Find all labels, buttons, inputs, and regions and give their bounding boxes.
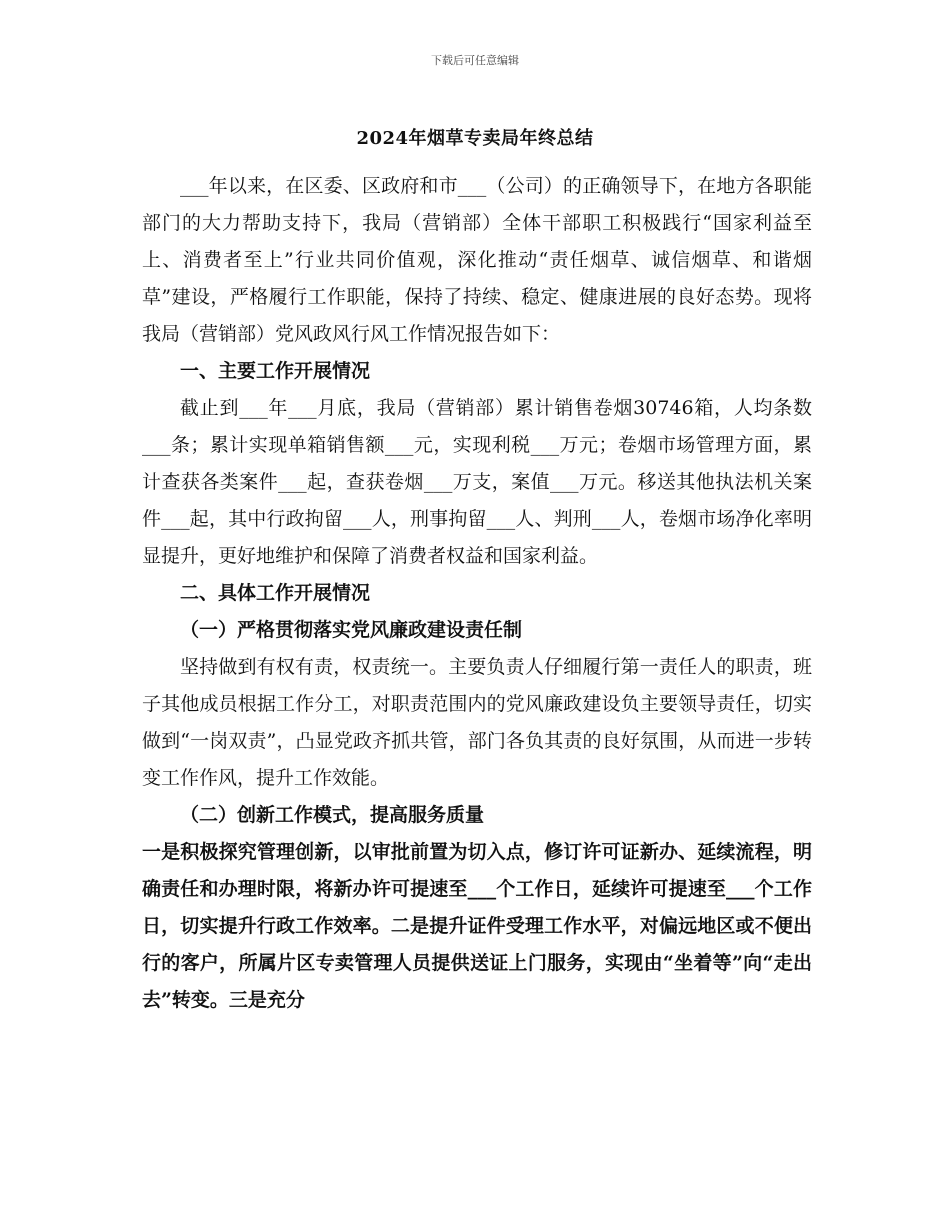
subsection2-paragraph: 一是积极探究管理创新，以审批前置为切入点，修订许可证新办、延续流程，明确责任和办理时限，将新办许可提速至___个工作日，延续许可提速至___个工作日，切实提升行政工作效率。二是提升证件受理工作水平，对偏远地区或不便出行的客户，所属片区专卖管理人员提供送证上门服务，实现由“坐着等”向“走出去”转变。三是充分 — [142, 841, 812, 1011]
subsection1-heading: （一）严格贯彻落实党风廉政建设责任制 — [180, 619, 523, 641]
page-header-note: 下载后可任意编辑 — [431, 54, 519, 67]
section1-paragraph: 截止到___年___月底，我局（营销部）累计销售卷烟30746箱，人均条数___条；累计实现单箱销售额___元，实现利税___万元；卷烟市场管理方面，累计查获各类案件___起，查获卷烟___万支，案值___万元。移送其他执法机关案件___起，其中行政拘留___人，刑事拘留___人、判刑___人，卷烟市场净化率明显提升，更好地维护和保障了消费者权益和国家利益。 — [142, 397, 812, 567]
intro-paragraph: ___年以来，在区委、区政府和市___（公司）的正确领导下，在地方各职能部门的大力帮助支持下，我局（营销部）全体干部职工积极践行“国家利益至上、消费者至上”行业共同价值观，深化推动“责任烟草、诚信烟草、和谐烟草”建设，严格履行工作职能，保持了持续、稳定、健康进展的良好态势。现将我局（营销部）党风政风行风工作情况报告如下： — [142, 175, 812, 345]
section2-heading: 二、具体工作开展情况 — [180, 582, 371, 604]
document-title: 2024年烟草专卖局年终总结 — [356, 128, 594, 149]
section1-heading: 一、主要工作开展情况 — [180, 360, 371, 382]
document-body — [142, 168, 812, 1019]
subsection2-heading: （二）创新工作模式，提高服务质量 — [180, 804, 485, 826]
subsection1-paragraph: 坚持做到有权有责，权责统一。主要负责人仔细履行第一责任人的职责，班子其他成员根据工作分工，对职责范围内的党风廉政建设负主要领导责任，切实做到“一岗双责”，凸显党政齐抓共管，部门各负其责的良好氛围，从而进一步转变工作作风，提升工作效能。 — [142, 656, 812, 789]
